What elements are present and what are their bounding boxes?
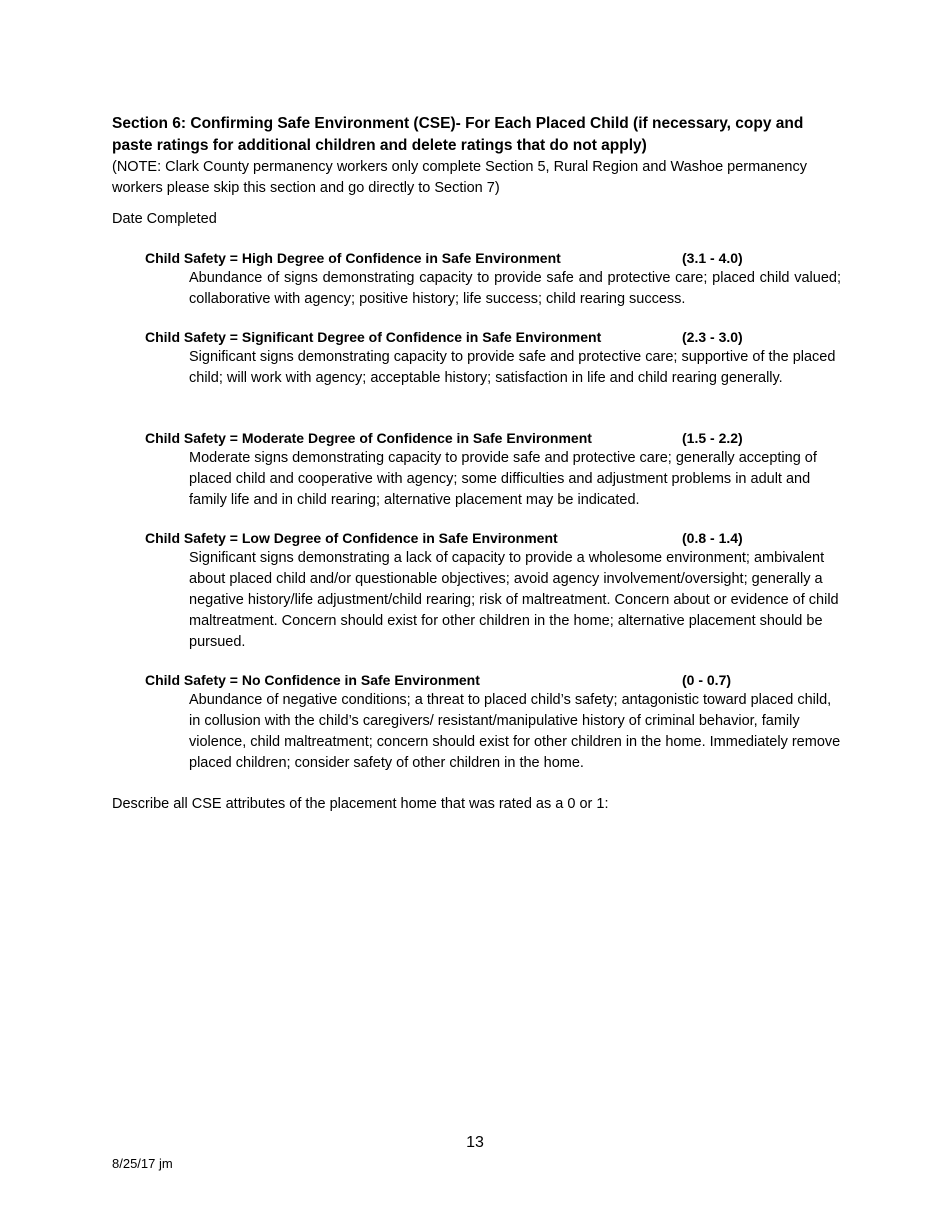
rating-description: Moderate signs demonstrating capacity to provide safe and protective care; generally accepting of placed child and cooperative with agency; some difficulties and adjustment problems in adult and family life and in child rearing; alternative placement may be indicated. [189, 450, 817, 508]
rating-high-confidence [145, 248, 845, 310]
section-note: (NOTE: Clark County permanency workers only complete Section 5, Rural Region and Washoe permanency workers please skip this section and go directly to Section 7) [112, 159, 807, 196]
rating-label: Child Safety = High Degree of Confidence in Safe Environment [145, 250, 561, 266]
rating-range: (0.8 - 1.4) [682, 530, 743, 546]
rating-range: (0 - 0.7) [682, 672, 732, 688]
rating-description: Abundance of negative conditions; a threat to placed child’s safety; antagonistic toward placed child, in collusion with the child’s caregivers/ resistant/manipulative history of criminal behavior, family violence, child maltreatment; concern should exist for other children in the home. Immediately remove placed children; consider safety of other children in the home. [189, 692, 841, 771]
footer-date: 8/25/17 jm [112, 1156, 173, 1171]
section-title: Section 6: Confirming Safe Environment (CSE)- For Each Placed Child (if necessary, copy and paste ratings for additional children and delete ratings that do not apply) [112, 115, 804, 154]
rating-low-confidence [145, 528, 845, 653]
date-completed-label: Date Completed [112, 211, 217, 227]
rating-label: Child Safety = Significant Degree of Confidence in Safe Environment [145, 329, 602, 345]
rating-no-confidence [145, 670, 845, 774]
rating-range: (1.5 - 2.2) [682, 430, 743, 446]
rating-label: Child Safety = Moderate Degree of Confidence in Safe Environment [145, 430, 592, 446]
rating-description: Abundance of signs demonstrating capacity to provide safe and protective care; placed child valued; collaborative with agency; positive history; life success; child rearing success. [189, 270, 841, 307]
rating-range: (3.1 - 4.0) [682, 250, 743, 266]
rating-label: Child Safety = No Confidence in Safe Environment [145, 672, 480, 688]
describe-prompt: Describe all CSE attributes of the placement home that was rated as a 0 or 1: [112, 796, 609, 812]
rating-label: Child Safety = Low Degree of Confidence in Safe Environment [145, 530, 558, 546]
page-number: 13 [466, 1134, 484, 1151]
rating-description: Significant signs demonstrating a lack of capacity to provide a wholesome environment; ambivalent about placed child and/or questionable objectives; avoid agency involvement/oversight; generally a negative history/life adjustment/child rearing; risk of maltreatment. Concern about or evidence of child maltreatment. Concern should exist for other children in the home; alternative placement should be pursued. [189, 550, 839, 650]
rating-moderate-confidence [145, 428, 845, 511]
rating-description: Significant signs demonstrating capacity to provide safe and protective care; supportive of the placed child; will work with agency; acceptable history; satisfaction in life and child rearing generally. [189, 349, 836, 386]
rating-significant-confidence [145, 327, 845, 389]
rating-range: (2.3 - 3.0) [682, 329, 743, 345]
